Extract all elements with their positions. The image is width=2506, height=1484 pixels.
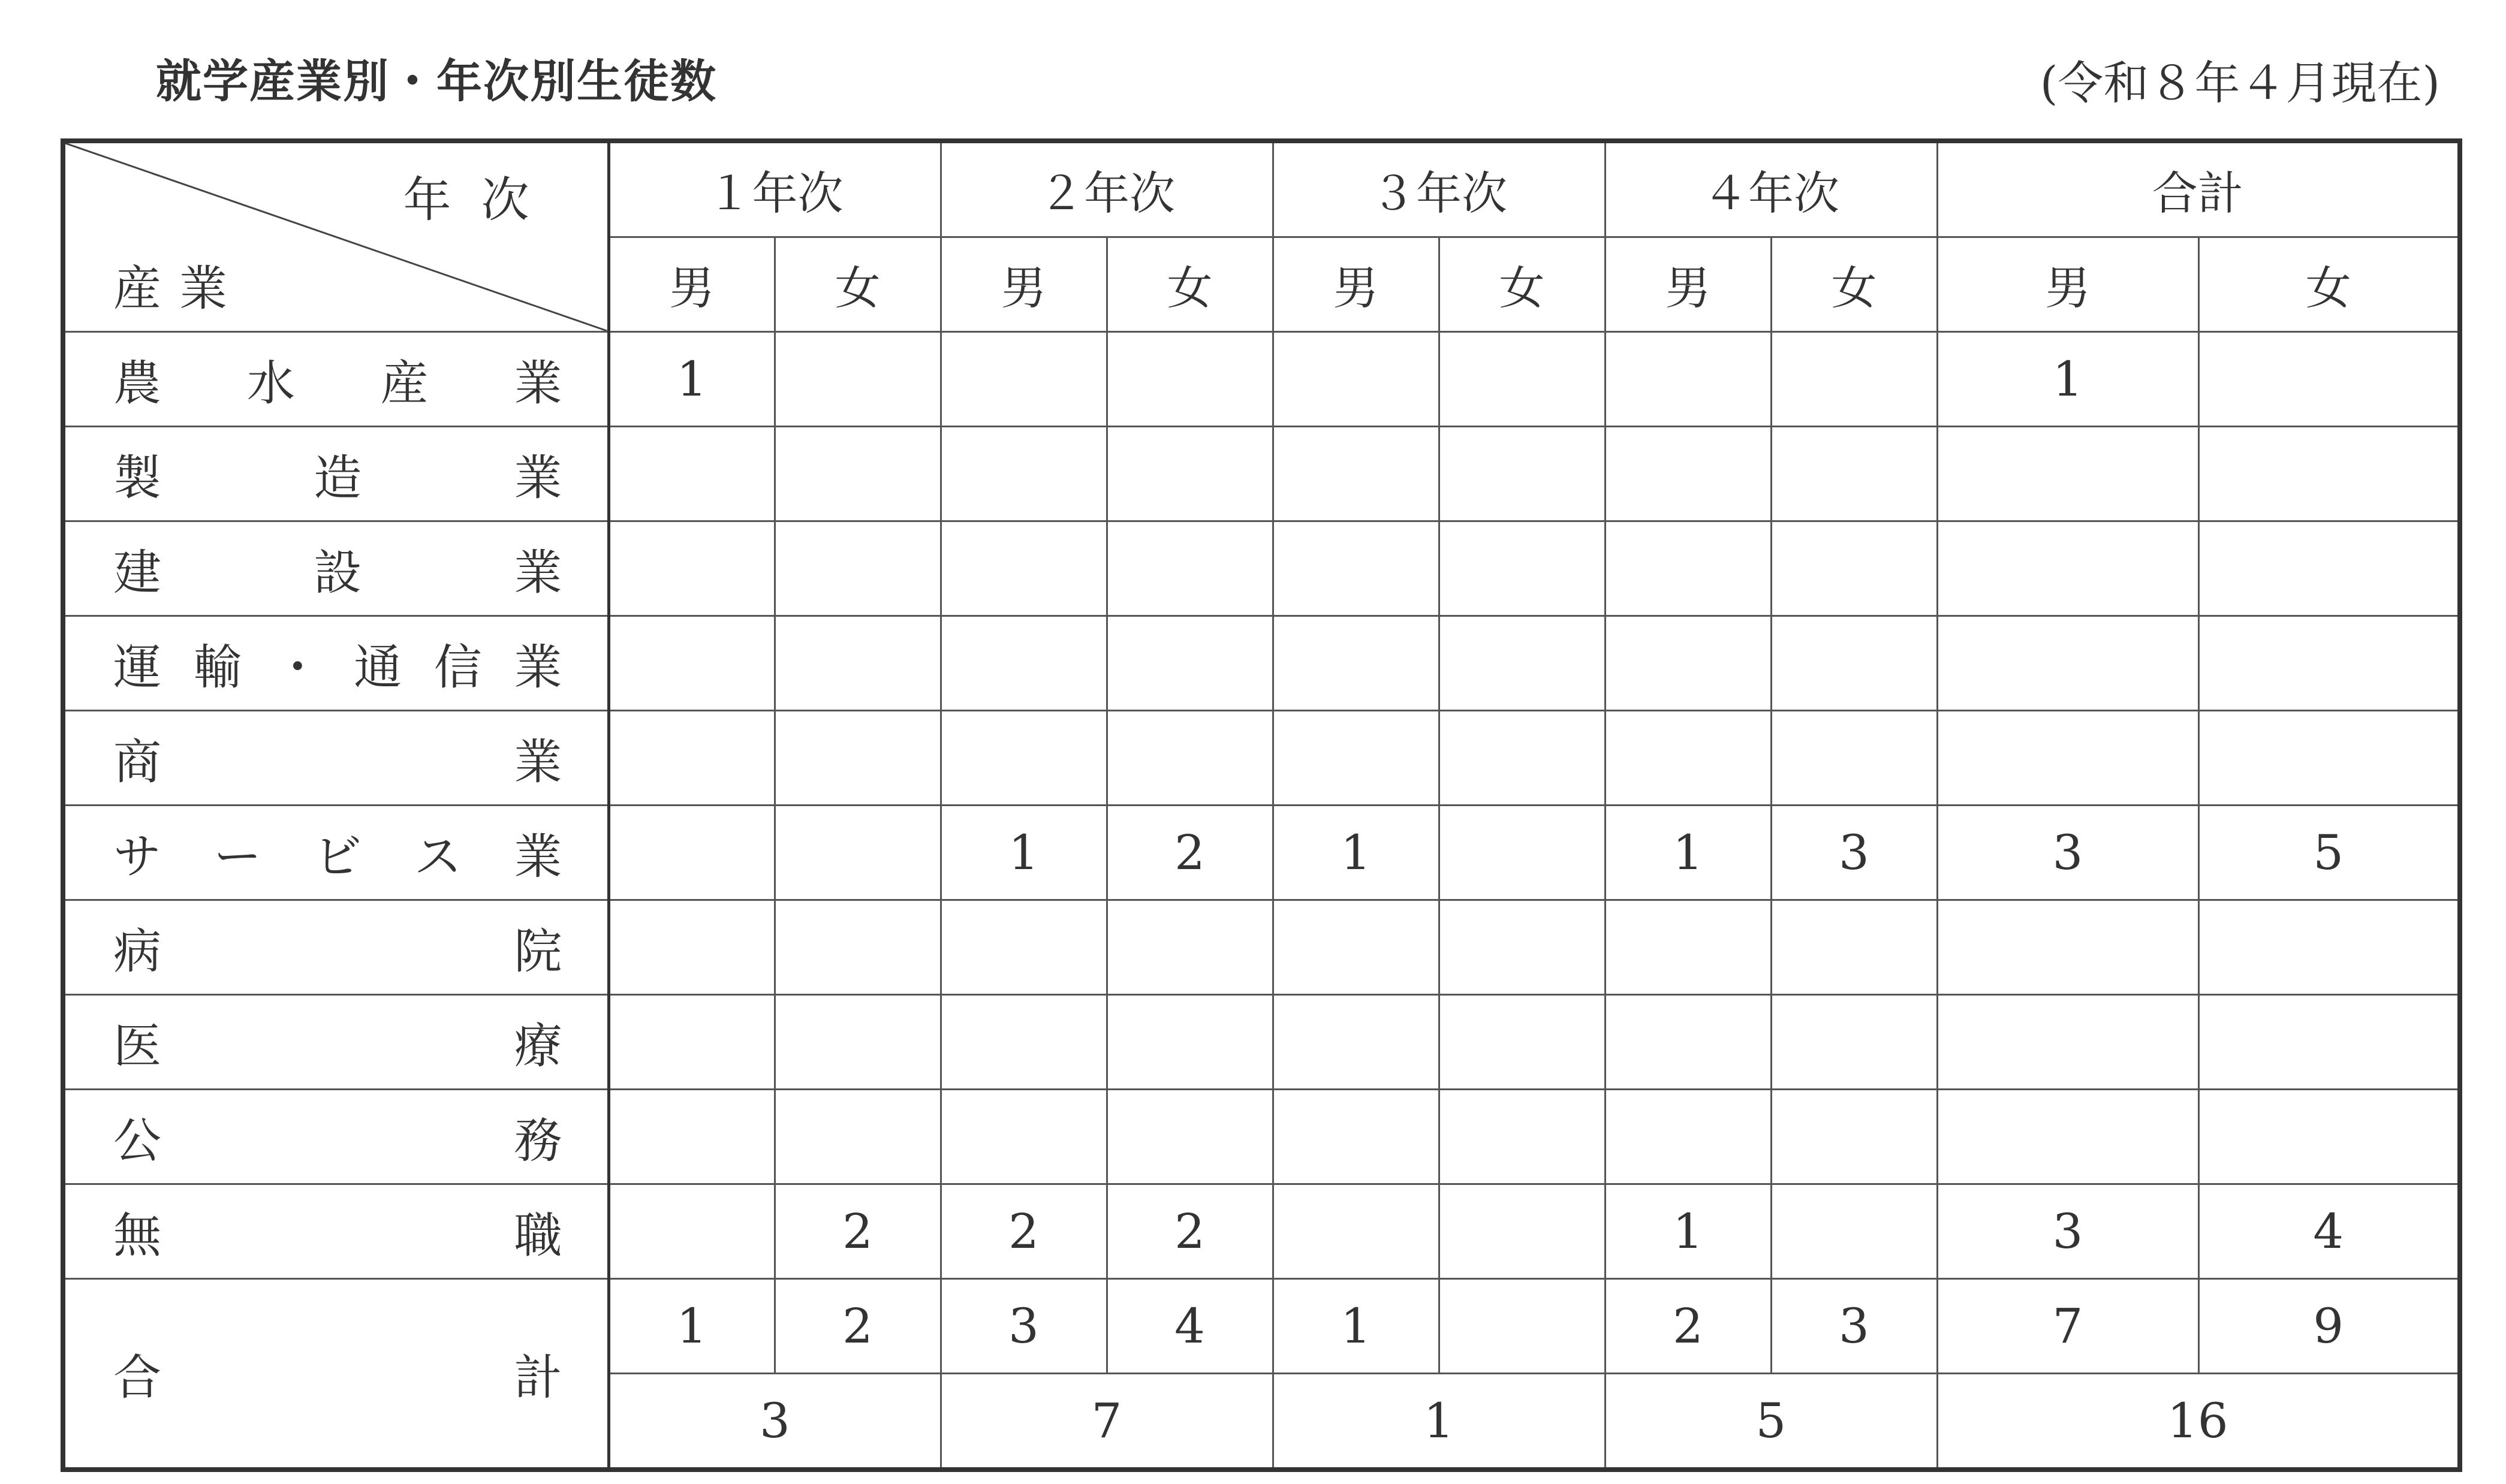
count-cell xyxy=(1605,427,1771,521)
count-cell xyxy=(1273,900,1439,995)
total-count-cell: 1 xyxy=(609,1279,775,1374)
count-cell xyxy=(1771,711,1937,806)
industry-label: 医療 xyxy=(63,995,609,1090)
count-cell xyxy=(2198,1090,2460,1184)
table-row xyxy=(63,900,2460,995)
count-cell xyxy=(1771,332,1937,427)
count-cell xyxy=(775,521,941,616)
count-cell xyxy=(1605,616,1771,711)
count-cell xyxy=(1605,332,1771,427)
count-cell: 2 xyxy=(775,1184,941,1279)
total-count-cell: 2 xyxy=(1605,1279,1771,1374)
count-cell xyxy=(1107,521,1273,616)
total-count-cell: 3 xyxy=(941,1279,1107,1374)
count-cell xyxy=(609,1090,775,1184)
count-cell: 2 xyxy=(1107,806,1273,900)
count-cell xyxy=(1107,900,1273,995)
count-cell xyxy=(2198,427,2460,521)
total-count-cell: 7 xyxy=(1937,1279,2198,1374)
combined-total-cell: 1 xyxy=(1273,1374,1605,1470)
total-count-cell: 9 xyxy=(2198,1279,2460,1374)
count-cell: 1 xyxy=(1937,332,2198,427)
count-cell xyxy=(775,711,941,806)
total-header: 合計 xyxy=(1937,141,2460,237)
count-cell xyxy=(2198,900,2460,995)
count-cell xyxy=(1439,616,1605,711)
count-cell xyxy=(2198,711,2460,806)
count-cell xyxy=(1273,427,1439,521)
year-header: １年次 xyxy=(609,141,941,237)
year-header: ３年次 xyxy=(1273,141,1605,237)
count-cell: 1 xyxy=(1273,806,1439,900)
count-cell xyxy=(609,616,775,711)
count-cell xyxy=(1107,332,1273,427)
industry-label: 建設業 xyxy=(63,521,609,616)
count-cell xyxy=(1107,1090,1273,1184)
page-title: 就学産業別・年次別生徒数 xyxy=(156,55,717,108)
year-header: ４年次 xyxy=(1605,141,1937,237)
count-cell xyxy=(941,427,1107,521)
male-header: 男 xyxy=(1273,237,1439,332)
count-cell xyxy=(1439,1184,1605,1279)
count-cell xyxy=(941,1090,1107,1184)
total-count-cell: 2 xyxy=(775,1279,941,1374)
corner-cell xyxy=(63,141,609,332)
count-cell xyxy=(2198,616,2460,711)
count-cell xyxy=(775,900,941,995)
female-header: 女 xyxy=(1771,237,1937,332)
male-header: 男 xyxy=(941,237,1107,332)
total-row xyxy=(63,1279,2460,1374)
count-cell xyxy=(1439,995,1605,1090)
count-cell xyxy=(775,1090,941,1184)
count-cell: 1 xyxy=(609,332,775,427)
table-row xyxy=(63,806,2460,900)
combined-total-cell: 16 xyxy=(1937,1374,2460,1470)
students-by-industry-table xyxy=(61,138,2462,1472)
industry-label: 商業 xyxy=(63,711,609,806)
industry-label: 運輸・通信業 xyxy=(63,616,609,711)
male-header: 男 xyxy=(609,237,775,332)
count-cell xyxy=(1273,332,1439,427)
count-cell xyxy=(609,1184,775,1279)
count-cell xyxy=(1937,616,2198,711)
count-cell xyxy=(1107,427,1273,521)
corner-year-label: 年次 xyxy=(403,172,559,228)
count-cell xyxy=(2198,332,2460,427)
combined-total-cell: 5 xyxy=(1605,1374,1937,1470)
count-cell: 1 xyxy=(941,806,1107,900)
table-row xyxy=(63,427,2460,521)
count-cell xyxy=(1771,1090,1937,1184)
female-header: 女 xyxy=(1107,237,1273,332)
count-cell xyxy=(1937,521,2198,616)
count-cell xyxy=(1273,521,1439,616)
total-label: 合計 xyxy=(63,1279,609,1470)
table-row xyxy=(63,332,2460,427)
count-cell xyxy=(775,806,941,900)
male-header: 男 xyxy=(1937,237,2198,332)
count-cell xyxy=(775,995,941,1090)
total-count-cell: 1 xyxy=(1273,1279,1439,1374)
count-cell xyxy=(1439,332,1605,427)
count-cell xyxy=(609,995,775,1090)
count-cell xyxy=(1771,616,1937,711)
count-cell xyxy=(1937,995,2198,1090)
male-header: 男 xyxy=(1605,237,1771,332)
count-cell xyxy=(1937,427,2198,521)
count-cell xyxy=(1771,521,1937,616)
table-row xyxy=(63,1184,2460,1279)
count-cell: 3 xyxy=(1771,806,1937,900)
year-header: ２年次 xyxy=(941,141,1273,237)
count-cell xyxy=(1273,995,1439,1090)
count-cell xyxy=(775,427,941,521)
count-cell xyxy=(609,427,775,521)
count-cell xyxy=(1605,900,1771,995)
count-cell xyxy=(1605,995,1771,1090)
industry-label: 農水産業 xyxy=(63,332,609,427)
combined-total-cell: 3 xyxy=(609,1374,941,1470)
total-count-cell: 3 xyxy=(1771,1279,1937,1374)
count-cell xyxy=(1107,616,1273,711)
count-cell xyxy=(609,900,775,995)
count-cell xyxy=(2198,995,2460,1090)
count-cell xyxy=(1605,1090,1771,1184)
count-cell xyxy=(941,711,1107,806)
count-cell xyxy=(1937,1090,2198,1184)
count-cell xyxy=(941,332,1107,427)
count-cell xyxy=(1771,900,1937,995)
count-cell xyxy=(1273,1090,1439,1184)
count-cell xyxy=(1771,1184,1937,1279)
count-cell xyxy=(941,995,1107,1090)
count-cell xyxy=(1605,521,1771,616)
table-row xyxy=(63,616,2460,711)
count-cell: 3 xyxy=(1937,1184,2198,1279)
count-cell xyxy=(609,521,775,616)
count-cell: 5 xyxy=(2198,806,2460,900)
count-cell xyxy=(775,332,941,427)
count-cell: 1 xyxy=(1605,806,1771,900)
count-cell xyxy=(2198,521,2460,616)
count-cell xyxy=(1273,711,1439,806)
count-cell: 1 xyxy=(1605,1184,1771,1279)
count-cell xyxy=(1937,711,2198,806)
count-cell xyxy=(775,616,941,711)
industry-label: 公務 xyxy=(63,1090,609,1184)
count-cell xyxy=(1439,900,1605,995)
count-cell xyxy=(1273,1184,1439,1279)
total-count-cell xyxy=(1439,1279,1605,1374)
count-cell: 2 xyxy=(941,1184,1107,1279)
count-cell xyxy=(1439,806,1605,900)
table-row xyxy=(63,1090,2460,1184)
count-cell xyxy=(941,521,1107,616)
count-cell xyxy=(941,900,1107,995)
count-cell xyxy=(609,711,775,806)
count-cell xyxy=(1439,1090,1605,1184)
count-cell xyxy=(941,616,1107,711)
combined-total-cell: 7 xyxy=(941,1374,1273,1470)
count-cell xyxy=(1107,995,1273,1090)
industry-label: 製造業 xyxy=(63,427,609,521)
female-header: 女 xyxy=(1439,237,1605,332)
total-count-cell: 4 xyxy=(1107,1279,1273,1374)
count-cell xyxy=(1937,900,2198,995)
count-cell xyxy=(1439,521,1605,616)
count-cell xyxy=(1771,427,1937,521)
count-cell xyxy=(609,806,775,900)
table-row xyxy=(63,711,2460,806)
count-cell xyxy=(1771,995,1937,1090)
count-cell xyxy=(1107,711,1273,806)
industry-label: 無職 xyxy=(63,1184,609,1279)
count-cell xyxy=(1439,711,1605,806)
count-cell: 4 xyxy=(2198,1184,2460,1279)
table-row xyxy=(63,521,2460,616)
table-row xyxy=(63,995,2460,1090)
count-cell xyxy=(1605,711,1771,806)
count-cell xyxy=(1273,616,1439,711)
female-header: 女 xyxy=(775,237,941,332)
industry-label: サービス業 xyxy=(63,806,609,900)
as-of-date: (令和８年４月現在) xyxy=(2040,56,2440,110)
header-row-years xyxy=(63,141,2460,237)
count-cell xyxy=(1439,427,1605,521)
industry-label: 病院 xyxy=(63,900,609,995)
count-cell: 2 xyxy=(1107,1184,1273,1279)
corner-industry-label: 産業 xyxy=(113,261,245,316)
count-cell: 3 xyxy=(1937,806,2198,900)
female-header: 女 xyxy=(2198,237,2460,332)
